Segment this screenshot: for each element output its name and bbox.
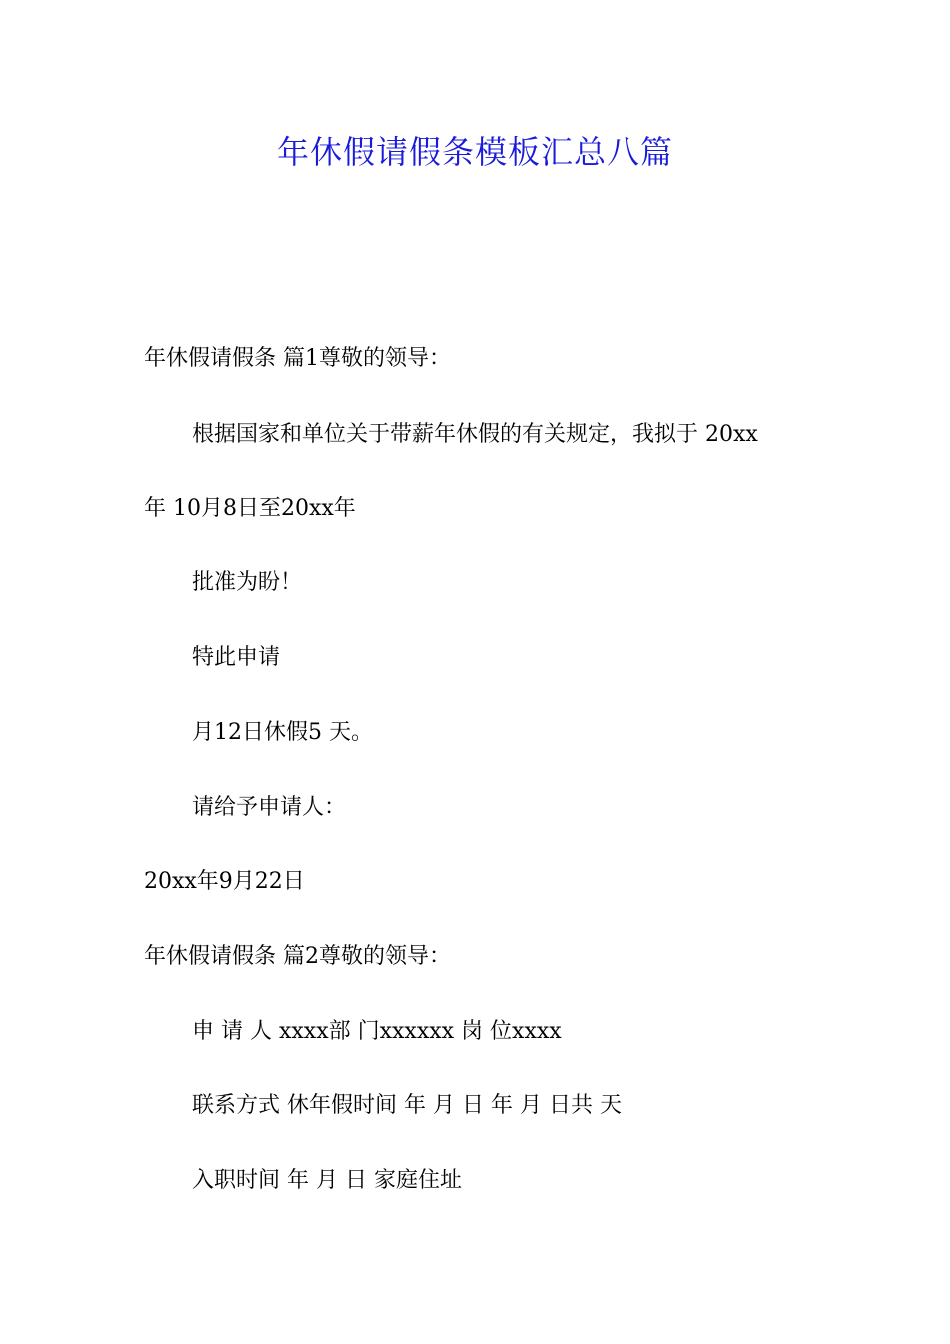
document-title: 年休假请假条模板汇总八篇 [276, 133, 673, 171]
paragraph-line: 根据国家和单位关于带薪年休假的有关规定，我拟于 20xx [192, 422, 758, 447]
form-line-contact: 联系方式 休年假时间 年 月 日 年 月 日共 天 [192, 1093, 622, 1118]
paragraph-line: 请给予申请人： [192, 795, 347, 820]
date-line: 20xx年9月22日 [144, 869, 305, 894]
paragraph-line: 月12日休假5 天。 [192, 720, 373, 745]
form-line-entry: 入职时间 年 月 日 家庭住址 [192, 1168, 462, 1193]
paragraph-line: 特此申请 [192, 645, 281, 670]
form-line-applicant: 申 请 人 xxxx部 门xxxxxx 岗 位xxxx [192, 1019, 562, 1044]
paragraph-line: 批准为盼！ [192, 570, 303, 595]
section-1-heading: 年休假请假条 篇1尊敬的领导： [144, 346, 451, 371]
section-2-heading: 年休假请假条 篇2尊敬的领导： [144, 944, 451, 969]
paragraph-line: 年 10月8日至20xx年 [144, 496, 356, 521]
